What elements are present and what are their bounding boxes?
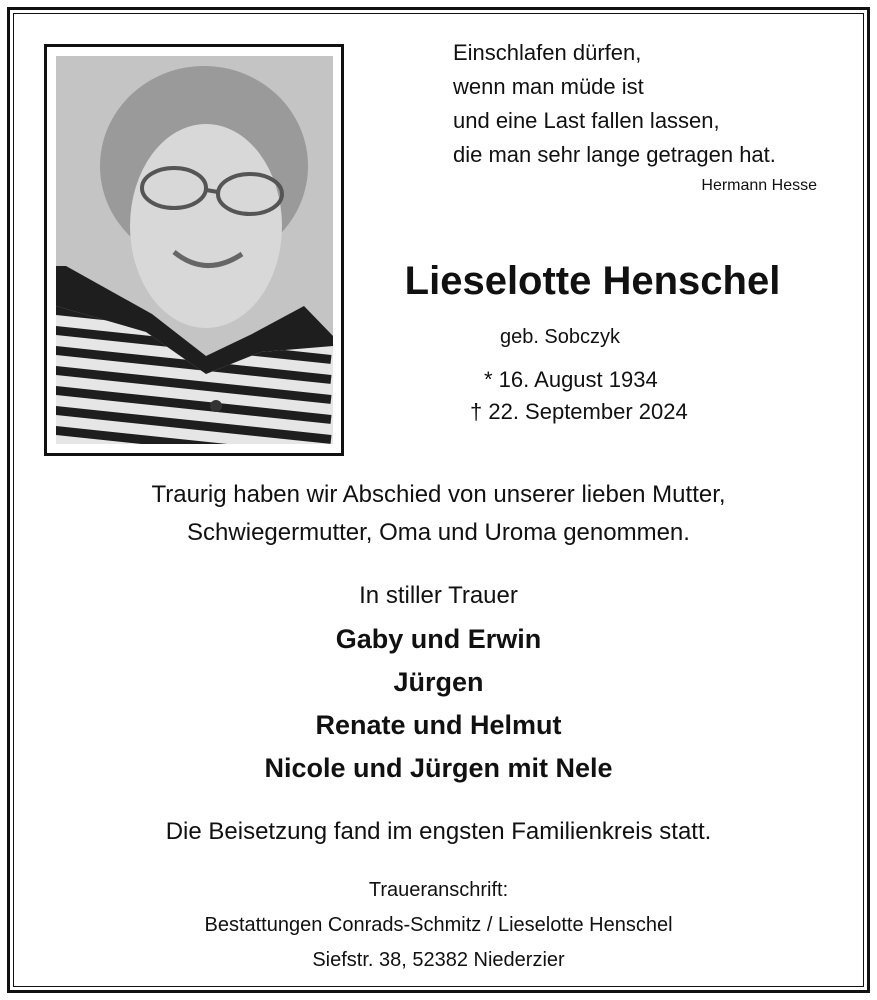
poem-author: Hermann Hesse <box>701 177 817 194</box>
address-label: Traueranschrift: <box>368 879 509 901</box>
address-line-1: Bestattungen Conrads-Schmitz / Lieselotte Henschel <box>204 914 673 936</box>
poem-line: die man sehr lange getragen hat. <box>453 142 776 167</box>
burial-note: Die Beisetzung fand im engsten Familienkreis statt. <box>165 818 712 845</box>
deceased-name: Lieselotte Henschel <box>404 259 781 303</box>
maiden-name: geb. Sobczyk <box>499 326 621 348</box>
portrait-illustration <box>56 56 333 444</box>
mourning-address <box>20 873 857 978</box>
poem <box>453 36 833 172</box>
message-line: Traurig haben wir Abschied von unserer lieben Mutter, <box>151 481 726 508</box>
life-dates <box>470 364 750 428</box>
mourner-name: Gaby und Erwin <box>335 624 542 654</box>
poem-line: und eine Last fallen lassen, <box>453 108 720 133</box>
poem-line: Einschlafen dürfen, <box>453 40 642 65</box>
poem-line: wenn man müde ist <box>453 74 644 99</box>
death-date: † 22. September 2024 <box>470 399 688 424</box>
address-line-2: Siefstr. 38, 52382 Niederzier <box>312 949 565 971</box>
birth-date: * 16. August 1934 <box>484 367 658 392</box>
mourner-name: Renate und Helmut <box>315 710 562 740</box>
mourners-list <box>20 618 857 790</box>
message-line: Schwiegermutter, Oma und Uroma genommen. <box>187 519 690 546</box>
portrait-photo <box>56 56 333 444</box>
farewell-message <box>20 476 857 552</box>
mourner-name: Jürgen <box>393 667 484 697</box>
mourning-intro: In stiller Trauer <box>359 582 518 609</box>
mourner-name: Nicole und Jürgen mit Nele <box>264 753 613 783</box>
